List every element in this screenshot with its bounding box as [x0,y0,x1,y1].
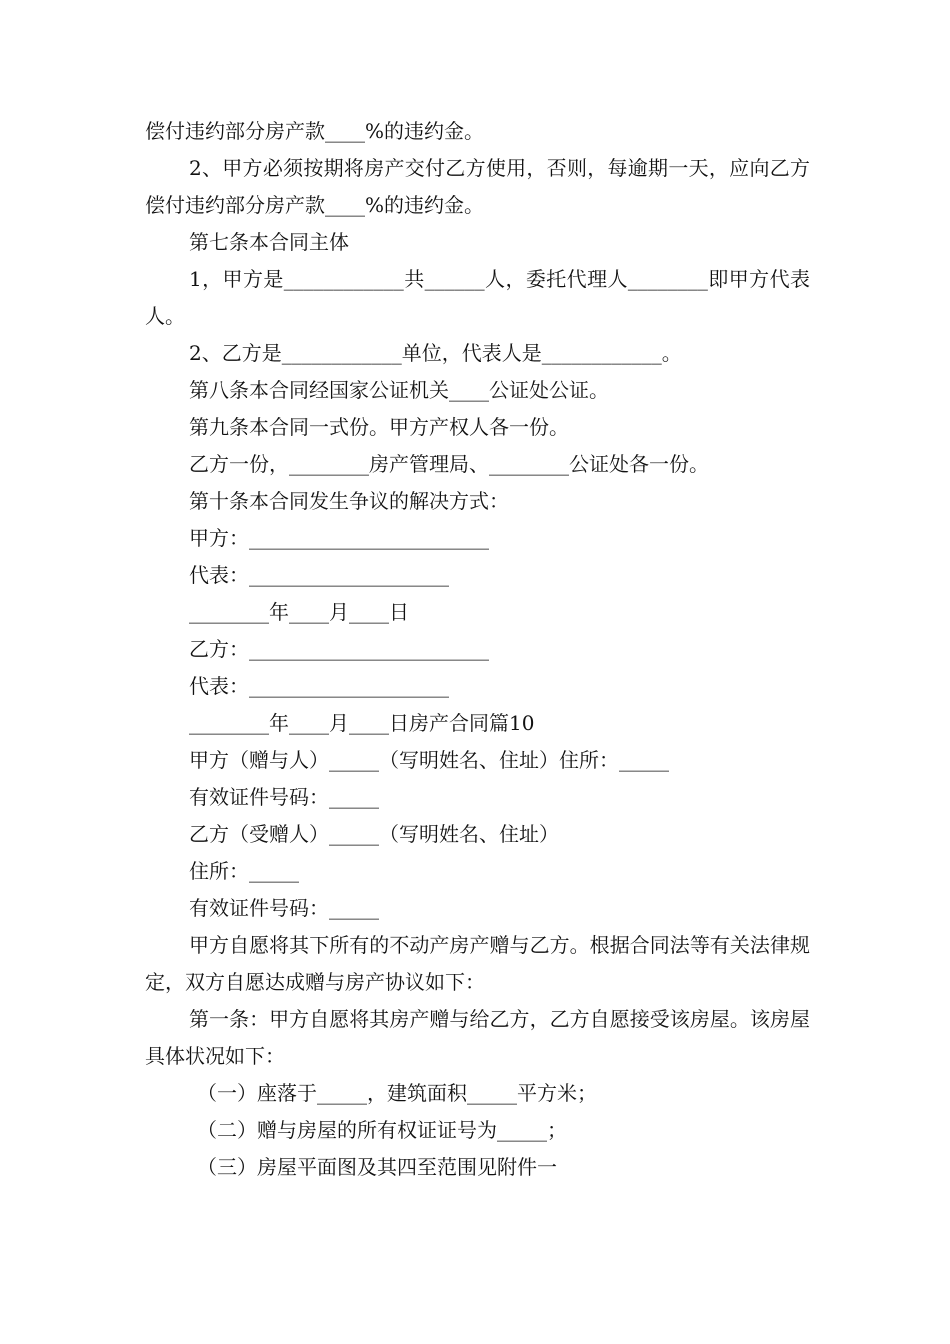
paragraph-party-a: 1，甲方是____________共______人，委托代理人________即甲方代表人。 [145,267,810,328]
gift-party-b-address: 住所：_____ [189,859,299,883]
paragraph-delivery-clause: 2、甲方必须按期将房产交付乙方使用，否则，每逾期一天，应向乙方偿付违约部分房产款____%的违约金。 [145,156,810,217]
heading-article-8: 第八条本合同经国家公证机关____公证处公证。 [189,378,609,402]
paragraph-copies: 乙方一份，________房产管理局、________公证处各一份。 [189,452,709,476]
signature-party-b: 乙方：________________________ [189,637,489,661]
heading-article-9: 第九条本合同一式份。甲方产权人各一份。 [189,415,569,439]
list-item-location: （一）座落于_____，建筑面积_____平方米； [197,1081,597,1105]
signature-date-a: ________年____月____日 [189,600,409,624]
paragraph-penalty-continued: 偿付违约部分房产款____%的违约金。 [145,119,485,143]
signature-date-b-and-section-title: ________年____月____日房产合同篇10 [189,711,535,735]
list-item-certificate: （二）赠与房屋的所有权证证号为_____； [197,1118,567,1142]
paragraph-party-b: 2、乙方是____________单位，代表人是____________。 [189,341,682,365]
gift-party-a-id: 有效证件号码：_____ [189,785,379,809]
signature-representative-b: 代表：____________________ [189,674,449,698]
paragraph-article-1: 第一条：甲方自愿将其房产赠与给乙方，乙方自愿接受该房屋。该房屋具体状况如下： [145,1007,810,1068]
heading-article-10: 第十条本合同发生争议的解决方式： [189,489,509,513]
gift-party-b-id: 有效证件号码：_____ [189,896,379,920]
gift-party-b: 乙方（受赠人）_____（写明姓名、住址） [189,822,559,846]
document-body [145,113,810,1186]
heading-article-7: 第七条本合同主体 [189,230,349,254]
signature-representative-a: 代表：____________________ [189,563,449,587]
gift-party-a: 甲方（赠与人）_____（写明姓名、住址）住所：_____ [189,748,669,772]
signature-party-a: 甲方：________________________ [189,526,489,550]
list-item-floor-plan: （三）房屋平面图及其四至范围见附件一 [197,1155,557,1179]
paragraph-gift-intent: 甲方自愿将其下所有的不动产房产赠与乙方。根据合同法等有关法律规定，双方自愿达成赠与房产协议如下： [145,933,810,994]
